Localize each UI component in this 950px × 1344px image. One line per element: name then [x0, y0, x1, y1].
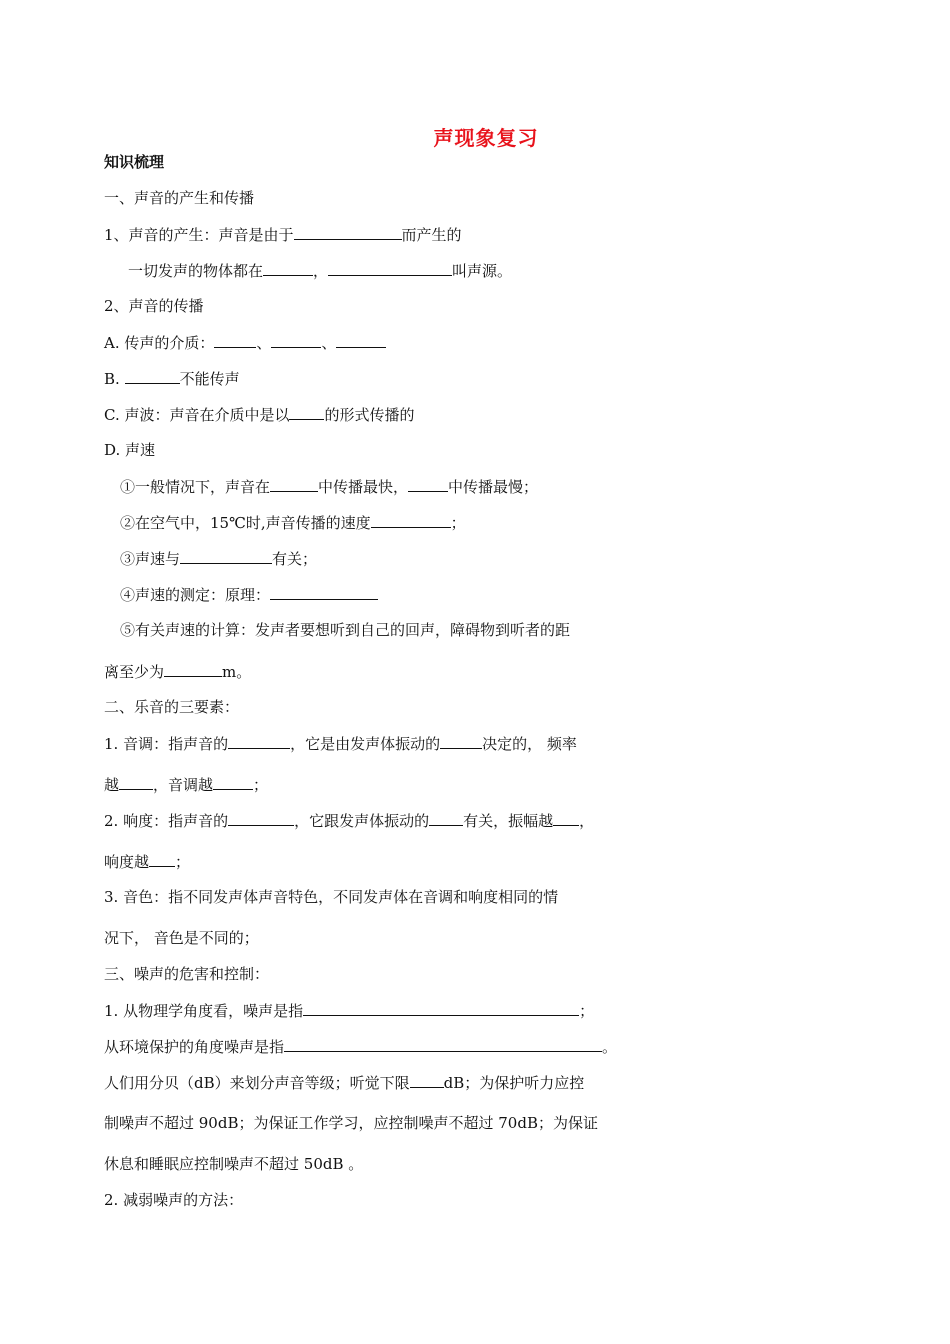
s2-line-1: [104, 733, 577, 754]
fill-blank[interactable]: [180, 548, 272, 564]
section-3-title: 三、噪声的危害和控制：: [104, 965, 270, 983]
fill-blank[interactable]: [410, 1072, 444, 1088]
text: 叫声源。: [452, 262, 513, 280]
fill-blank[interactable]: [336, 332, 386, 348]
fill-blank[interactable]: [408, 476, 448, 492]
text: 中传播最慢；: [448, 478, 539, 496]
fill-blank[interactable]: [149, 851, 175, 867]
fill-blank[interactable]: [294, 224, 402, 240]
s3-line-4: 制噪声不超过 90dB；为保证工作学习，应控制噪声不超过 70dB；为保证: [104, 1114, 598, 1132]
fill-blank[interactable]: [119, 774, 153, 790]
text: 离至少为: [104, 663, 165, 681]
s3-line-1: [104, 1000, 594, 1021]
text: 人们用分贝（dB）来划分声音等级；听觉下限: [104, 1074, 410, 1092]
text: dB；为保护听力应控: [443, 1074, 585, 1092]
text: 从环境保护的角度噪声是指: [104, 1038, 285, 1056]
s1-d-3: [120, 548, 317, 569]
s1-item-b: [104, 368, 240, 389]
fill-blank[interactable]: [371, 512, 451, 528]
s1-line-3: 2、声音的传播: [104, 297, 204, 315]
s2-line-6: 况下， 音色是不同的；: [104, 929, 259, 947]
text: 1、声音的产生：声音是由于: [104, 226, 294, 244]
fill-blank[interactable]: [553, 810, 579, 826]
text: 不能传声: [179, 370, 240, 388]
s1-d-5: ⑤有关声速的计算：发声者要想听到自己的回声，障碍物到听者的距: [120, 621, 571, 639]
text: 、: [256, 334, 272, 352]
fill-blank[interactable]: [213, 774, 253, 790]
text: ④声速的测定：原理：: [120, 586, 271, 604]
fill-blank[interactable]: [263, 260, 313, 276]
s1-d-4: [120, 584, 378, 605]
text: 越: [104, 776, 120, 794]
s1-line-1: [104, 224, 462, 245]
text: 决定的， 频率: [482, 735, 577, 753]
section-2-title: 二、乐音的三要素：: [104, 698, 240, 716]
fill-blank[interactable]: [164, 661, 222, 677]
text: 、: [321, 334, 337, 352]
s3-line-2: [104, 1036, 617, 1057]
s3-line-3: [104, 1072, 584, 1093]
text: ，它是由发声体振动的: [290, 735, 441, 753]
fill-blank[interactable]: [228, 733, 290, 749]
text: ，: [313, 262, 329, 280]
text: 中传播最快，: [318, 478, 409, 496]
text: 。: [602, 1038, 618, 1056]
text: 而产生的: [401, 226, 462, 244]
fill-blank[interactable]: [228, 810, 294, 826]
text: ；: [253, 776, 269, 794]
s1-d-2: [120, 512, 466, 533]
s2-line-5: 3. 音色：指不同发声体声音特色，不同发声体在音调和响度相同的情: [104, 888, 559, 906]
fill-blank[interactable]: [271, 332, 321, 348]
fill-blank[interactable]: [303, 1000, 579, 1016]
document-title: 声现象复习: [433, 126, 539, 150]
text: 2. 响度：指声音的: [104, 812, 229, 830]
s2-line-3: [104, 810, 594, 831]
text: m。: [222, 663, 252, 681]
text: 有关；: [272, 550, 318, 568]
text: 1. 从物理学角度看，噪声是指: [104, 1002, 304, 1020]
text: 1. 音调：指声音的: [104, 735, 229, 753]
text: A. 传声的介质：: [104, 334, 215, 352]
section-heading: 知识梳理: [104, 153, 165, 171]
fill-blank[interactable]: [328, 260, 452, 276]
section-1-title: 一、声音的产生和传播: [104, 189, 255, 207]
text: 响度越: [104, 853, 150, 871]
text: 有关，振幅越: [463, 812, 554, 830]
s1-item-a: [104, 332, 386, 353]
fill-blank[interactable]: [125, 368, 180, 384]
s1-item-c: [104, 404, 415, 425]
text: ；: [175, 853, 191, 871]
text: C. 声波：声音在介质中是以: [104, 406, 290, 424]
text: 一切发声的物体都在: [128, 262, 264, 280]
s2-line-4: [104, 851, 190, 872]
s2-line-2: [104, 774, 268, 795]
text: ，: [579, 812, 595, 830]
fill-blank[interactable]: [429, 810, 463, 826]
fill-blank[interactable]: [214, 332, 256, 348]
text: ①一般情况下，声音在: [120, 478, 271, 496]
text: ；: [450, 514, 466, 532]
text: 的形式传播的: [324, 406, 415, 424]
s3-line-5: 休息和睡眠应控制噪声不超过 50dB 。: [104, 1155, 364, 1173]
s1-d-1: [120, 476, 538, 497]
fill-blank[interactable]: [270, 584, 378, 600]
text: B.: [104, 370, 125, 388]
text: ，音调越: [153, 776, 214, 794]
text: ，它跟发声体振动的: [294, 812, 430, 830]
s1-line-2: [128, 260, 512, 281]
s3-line-6: 2. 减弱噪声的方法：: [104, 1191, 244, 1209]
text: ②在空气中，15℃时,声音传播的速度: [120, 514, 371, 532]
text: ③声速与: [120, 550, 181, 568]
text: ；: [579, 1002, 595, 1020]
s1-d-5-cont: [104, 661, 251, 682]
fill-blank[interactable]: [284, 1036, 602, 1052]
s1-item-d: D. 声速: [104, 441, 156, 459]
fill-blank[interactable]: [440, 733, 482, 749]
fill-blank[interactable]: [289, 404, 324, 420]
fill-blank[interactable]: [270, 476, 318, 492]
